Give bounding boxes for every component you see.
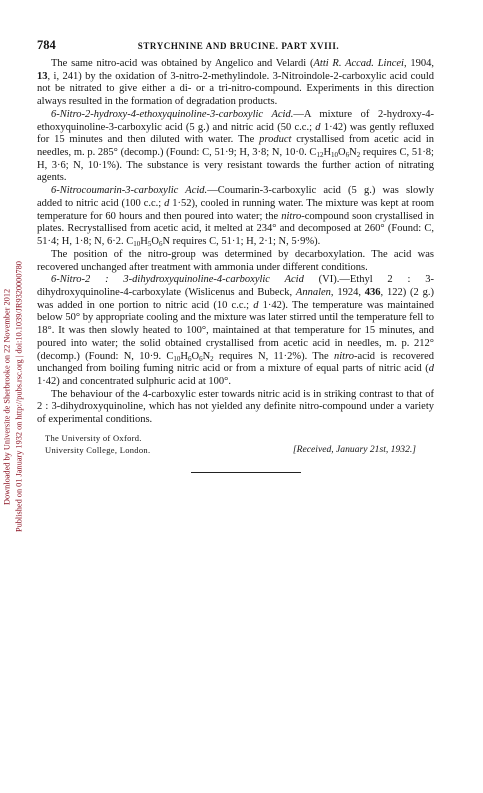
paragraph-angelico: The same nitro-acid was obtained by Angelico and Velardi (Atti R. Accad. Lincei, 1904, 13, i, 241) by the oxidation of 3-nitro-2-methylindole. 3-Nitroindole-2-carboxylic acid could not be nitrated to give either a di- or a tri-nitro-compound. Experiments in this direction always resulted in the formation of degradation products. xyxy=(37,58,435,108)
journal-name: Annalen xyxy=(295,286,331,298)
volume-number: 13 xyxy=(37,70,48,82)
paragraph-nitrocoumarin: 6-Nitrocoumarin-3-carboxylic Acid.—Coumarin-3-carboxylic acid (5 g.) was slowly added to nitric acid (100 c.c.; d 1·52), cooled in running water. The mixture was kept at room temperature for 60 hours and then poured into water; the nitro-compound soon crystallised in plates. Recrystallised from acetic acid, it melted at 234° and decomposed at 260° (Found: C, 51·4; H, 1·8; N, 6·2. $C_{10}H_5O_6N$ requires C, 51·1; H, 2·1; N, 5·9%). xyxy=(37,185,434,248)
affiliation-row xyxy=(37,444,434,456)
journal-name: Atti R. Accad. Lincei xyxy=(313,58,404,69)
running-head: STRYCHNINE AND BRUCINE. PART XVIII. xyxy=(137,41,340,51)
affiliation-row xyxy=(37,432,434,444)
page-header xyxy=(37,38,434,56)
affiliation-ucl: University College, London. xyxy=(45,444,151,455)
paragraph-ethoxyquinoline: 6-Nitro-2-hydroxy-4-ethoxyquinoline-3-carboxylic Acid.—A mixture of 2-hydroxy-4-ethoxyquinoline-3-carboxylic acid (5 g.) and nitric acid (50 c.c.; d 1·42) was gently refluxed for 15 minutes and then diluted with water. The product crystallised from acetic acid in needles, m. p. 285° (decomp.) (Found: C, 51·9; H, 3·8; N, 10·0. $C_{12}H_{10}O_6N_2$ requires C, 51·8; H, 3·6; N, 10·1%). The substance is very resistant towards the further action of nitrating agents. xyxy=(37,108,434,184)
affiliation-oxford: The University of Oxford. xyxy=(45,432,142,443)
download-notice: Downloaded by Universite de Sherbrooke on 22 November 2012 xyxy=(2,288,12,505)
paragraph-dihydroxyquinoline: 6-Nitro-2 : 3-dihydroxyquinoline-4-carboxylic Acid (VI).—Ethyl 2 : 3-dihydroxyquinoline-4-carboxylate (Wislicenus and Bubeck, Annalen, 1924, 436, 122) (2 g.) was added in one portion to nitric acid (10 c.c.; d 1·42). The temperature was maintained below 50° by appropriate cooling and the mixture was later stirred until the temperature fell to 18°. It was then slowly heated to 100°, maintained at that temperature for 15 minutes, and poured into water; the solid obtained crystallised from acetic acid in needles, m. p. 212° (decomp.) (Found: N, 10·9. $C_{10}H_6O_6N_2$ requires N, 11·2%). The nitro-acid is recovered unchanged from boiling fuming nitric acid or from a mixture of equal parts of nitric acid (d 1·42) and concentrated sulphuric acid at 100°. xyxy=(37,274,435,387)
end-rule xyxy=(191,472,301,473)
paragraph-decarboxylation: The position of the nitro-group was determined by decarboxylation. The acid was recovered unchanged after treatment with ammonia under different conditions. xyxy=(37,248,434,273)
volume-number: 436 xyxy=(364,286,381,298)
compound-heading: 6-Nitrocoumarin-3-carboxylic Acid. xyxy=(51,185,208,197)
compound-heading: 6-Nitro-2 : 3-dihydroxyquinoline-4-carboxylic Acid xyxy=(51,274,304,286)
compound-heading: 6-Nitro-2-hydroxy-4-ethoxyquinoline-3-carboxylic Acid. xyxy=(51,108,294,120)
paragraph-conclusion: The behaviour of the 4-carboxylic ester towards nitric acid is in striking contrast to that of 2 : 3-dihydroxyquinoline, which has not yielded any definite nitro-compound under a variety of experimental conditions. xyxy=(37,388,434,426)
footer xyxy=(37,432,434,456)
article-page xyxy=(37,38,434,473)
received-date: [Received, January 21st, 1932.] xyxy=(292,443,416,455)
publication-notice[interactable]: Published on 01 January 1932 on http://pubs.rsc.org | doi:10.1039/JR9320000780 xyxy=(14,261,24,532)
page-number: 784 xyxy=(37,38,56,52)
